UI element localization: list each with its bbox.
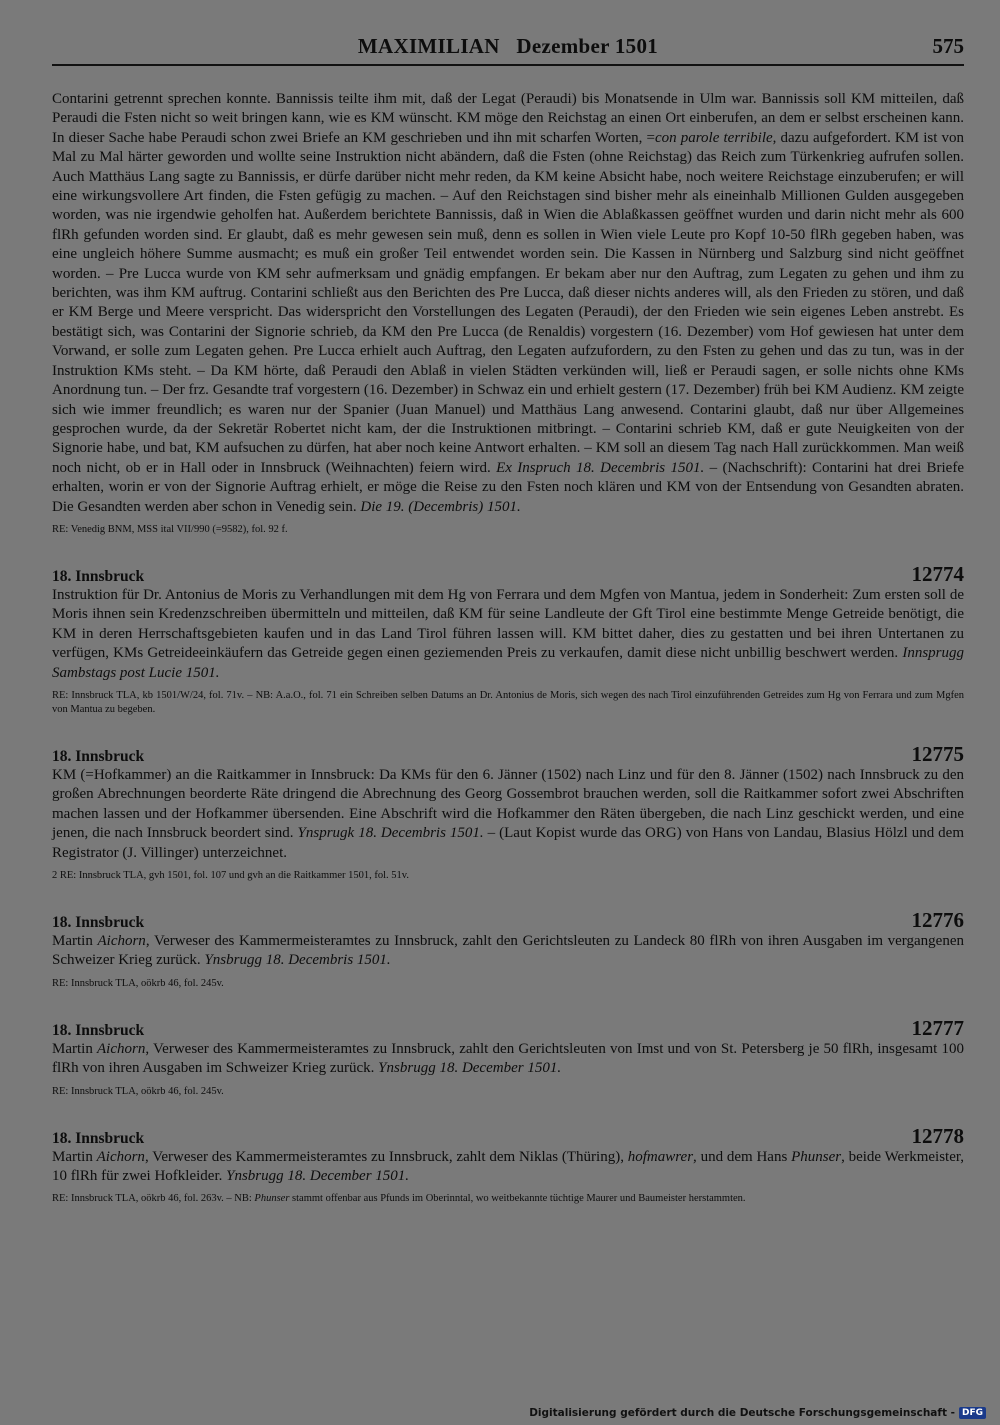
regest-entry: [52, 741, 965, 883]
entry-body-3: , beide Werkmeister, 10 flRh für zwei Hofkleider.: [52, 1148, 964, 1185]
ref-italic: Phunser: [254, 1193, 290, 1205]
intro-italic-1: con parole terribile: [655, 129, 773, 146]
entry-header: [52, 741, 964, 766]
entry-number: 12774: [911, 561, 964, 586]
entry-reference: RE: Innsbruck TLA, oökrb 46, fol. 245v.: [52, 1085, 224, 1097]
entry-number: 12775: [911, 741, 964, 766]
dfg-logo: DFG: [959, 1407, 986, 1419]
regest-entry: [52, 1015, 965, 1099]
entry-dating: Ynsbrugg 18. December 1501.: [226, 1168, 410, 1185]
intro-text-3: – (Nachschrift): Contarini hat drei Briefe erhalten, worin er von der Signorie Auftrag erhielt, er möge die Reise zu den Fsten noch klären und KM von der Entsendung von Gesandten abraten. Die Gesandten werden aber schon in Venedig sein.: [52, 459, 964, 515]
entry-number: 12778: [911, 1123, 964, 1148]
regest-entry: [52, 908, 964, 991]
intro-italic-3: Die 19. (Decembris) 1501.: [360, 498, 521, 515]
entry-prefix: Martin: [52, 1148, 97, 1165]
footer-text: Digitalisierung gefördert durch die Deutsche Forschungsgemeinschaft -: [529, 1407, 955, 1419]
entry-dating: Ynsbrugg 18. December 1501.: [378, 1060, 562, 1077]
entry-name: Aichorn: [97, 1040, 146, 1057]
entry-date: 18. Innsbruck: [52, 747, 145, 765]
entry-dating: Ynsprugk 18. Decembris 1501.: [297, 825, 484, 842]
page-content: [52, 90, 964, 1206]
intro-reference: RE: Venedig BNM, MSS ital VII/990 (=9582), fol. 92 f.: [52, 523, 288, 535]
intro-italic-2: Ex Inspruch 18. Decembris 1501.: [496, 459, 705, 476]
entry-reference: RE: Innsbruck TLA, oökrb 46, fol. 245v.: [52, 977, 224, 989]
entry-text: [52, 586, 964, 683]
entry-body: KM (=Hofkammer) an die Raitkammer in Innsbruck: Da KMs für den 6. Jänner (1502) nach Linz und für den 8. Jänner (1502) nach Innsbruck zu den großen Abrechnungen beorderte Räte dringend die Abrechnung des Georg Gossembrot brauchen werden, soll die Raitkammer sofort zwei Abschriften machen lassen und der Hofkammer übersenden. Eine Abschrift wird die Hofkammer den Räten übergeben, die nach Linz geschickt werden, und eine jenen, die nach Innsbruck beordert sind.: [52, 766, 964, 842]
entry-header: [52, 908, 964, 932]
entry-prefix: Martin: [52, 1040, 98, 1057]
entry-date: 18. Innsbruck: [52, 567, 145, 585]
ref-text-2: stammt offenbar aus Pfunds im Oberinntal, wo weitbekannte tüchtige Maurer und Baumeister herstammten.: [289, 1193, 746, 1205]
entry-name-2: Phunser: [791, 1148, 842, 1165]
entry-date: 18. Innsbruck: [52, 1021, 145, 1039]
entry-body-2: , und dem Hans: [693, 1148, 792, 1165]
entry-reference: RE: Innsbruck TLA, kb 1501/W/24, fol. 71v. – NB: A.a.O., fol. 71 ein Schreiben selben Datums an Dr. Antonius de Moris, sich wegen des nach Tirol einzuführenden Getreides zum Hg von Ferrara und zum Mgfen von Mantua zu begeben.: [52, 689, 964, 715]
entry-postscript: – (Laut Kopist wurde das ORG) von Hans von Landau, Blasius Hölzl und dem Registrator (J. Villinger) unterzeichnet.: [52, 825, 965, 861]
entry-text: [52, 932, 964, 971]
entry-name: Aichorn: [96, 1148, 145, 1165]
page-header: [52, 34, 964, 66]
entry-body: , Verweser des Kammermeisteramtes zu Innsbruck, zahlt den Gerichtsleuten von Imst und von St. Petersberg je 50 flRh, insgesamt 100 flRh von ihren Ausgaben im Schweizer Krieg zurück.: [52, 1040, 965, 1077]
running-title: MAXIMILIAN Dezember 1501: [357, 34, 659, 58]
entry-header: [52, 1015, 964, 1040]
entry-header: [52, 1123, 964, 1148]
entry-number: 12776: [911, 908, 964, 932]
entry-dating: Ynsbrugg 18. Decembris 1501.: [204, 952, 391, 969]
intro-text-2: , dazu aufgefordert. KM ist von Mal zu Mal härter geworden und wollte seine Instruktion nicht abändern, daß die Fsten (ohne Reichstag) das Reich zum Türkenkrieg aufrufen sollen. Auch Matthäus Lang sagte zu Bannissis, er dürfe darüber nicht mehr reden, da KM keine Absicht habe, noch weitere Reichstage einzuberufen; er will eine wirkungsvollere Art finden, die Fsten gefügig zu machen. – Auf den Reichstagen sind bisher mehr als eineinhalb Millionen Gulden ausgegeben worden, was nie irgendwie geholfen hat. Außerdem berichtete Bannissis, daß in Wien die Ablaßkassen geöffnet wurden und darin nicht mehr als 600 flRh gefunden worden sind. Er glaubt, daß es mehr gewesen sein muß, denn es sollen in Wien viele Leute pro Kopf 10-50 flRh gegeben haben, was eine ungleich höhere Summe ausmacht; es muß ein großer Teil entwendet worden sein. Die Kassen in Nürnberg und Salzburg sind nicht geöffnet worden. – Pre Lucca wurde von KM sehr aufmerksam und gnädig empfangen. Er bekam aber nur den Auftrag, zum Legaten zu gehen und ihm zu berichten, was ihm KM auftrug. Contarini schließt aus den Berichten des Pre Lucca, daß dieser nichts anderes will, als den Frieden zu stören, und daß er KM Berge und Meere verspricht. Das widerspricht den Vorstellungen des Legaten (Peraudi), der den Frieden wie sein eigenes Leben anstrebt. Es bestätigt sich, was Contarini der Signorie schrieb, da KM den Pre Lucca (de Renaldis) vorgestern (16. Dezember) vom Hof gewiesen hat unter dem Vorwand, er solle zum Legaten gehen. Pre Lucca erhielt auch Auftrag, den Legaten aufzufordern, zu den Fsten zu gehen und das zu tun, was in der Instruktion KMs steht. – Da KM hörte, daß Peraudi den Ablaß in vielen Städten verkünden will, ließ er Peraudi sagen, er solle nichts ohne KMs Anordnung tun. – Der frz. Gesandte traf vorgestern (16. Dezember) in Schwaz ein und erhielt gestern (17. Dezember) früh bei KM Audienz. KM zeigte sich wie immer freundlich; es waren nur der Spanier (Juan Manuel) und Matthäus Lang anwesend. Contarini glaubt, daß nur über Allgemeines gesprochen wurde, da der Sekretär Robertet nicht kam, der die Instruktionen mitbringt. – Contarini schrieb KM, daß er gute Neuigkeiten von der Signorie habe, und bat, KM aufsuchen zu dürfen, hat aber noch keine Antwort erhalten. – KM soll an diesem Tag nach Hall zurückkommen. Man weiß noch nicht, ob er in Hall oder in Innsbruck (Weihnachten) feiern wird.: [52, 129, 964, 476]
entry-prefix: Martin: [52, 933, 98, 949]
entry-body: , Verweser des Kammermeisteramtes zu Innsbruck, zahlt den Gerichtsleuten zu Landeck 80 flRh von ihren Ausgaben im vergangenen Schweizer Krieg zurück.: [52, 933, 964, 969]
entry-text: [52, 766, 964, 863]
entry-body: Instruktion für Dr. Antonius de Moris zu Verhandlungen mit dem Hg von Ferrara und dem Mgfen von Mantua, jedem in Sonderheit: Zum ersten soll de Moris ihnen sein Kredenzschreiben übermitteln und mitteilen, daß KM für seine Landleute der Gft Tirol eine bestimmte Menge Getreide benötigt, die KM in deren Herrschaftsgebieten kaufen und in das Land Tirol führen lassen will. KM bittet daher, dies zu gestatten und bei ihren Untertanen zu verfügen, KMs Getreideeinkäufern das Getreide gegen einen geziemenden Preis zu verkaufen, damit diese nicht unbillig beschwert werden.: [52, 586, 964, 662]
entry-text: [52, 1148, 964, 1187]
intro-text-1: Contarini getrennt sprechen konnte. Bannissis teilte ihm mit, daß der Legat (Peraudi) bis Monatsende in Ulm war. Bannissis soll KM mitteilen, daß Peraudi die Fsten nicht so weit bringen kann, wie es KM wünscht. KM möge den Reichstag an einen Ort einberufen, an dem er selbst erscheinen kann. In dieser Sache habe Peraudi schon zwei Briefe an KM geschrieben und ihn mit scharfen Worten, =: [52, 91, 964, 146]
regest-entry: [52, 1123, 964, 1207]
entry-date: 18. Innsbruck: [52, 1129, 145, 1147]
entry-text: [52, 1040, 964, 1079]
entry-header: [52, 561, 964, 586]
regest-entry: [52, 561, 964, 717]
entry-term: hofmawrer: [627, 1148, 694, 1165]
entry-reference: 2 RE: Innsbruck TLA, gvh 1501, fol. 107 und gvh an die Raitkammer 1501, fol. 51v.: [52, 870, 409, 881]
intro-paragraph: [52, 90, 964, 517]
digitization-footer: [529, 1407, 986, 1419]
entry-body: , Verweser des Kammermeisteramtes zu Innsbruck, zahlt dem Niklas (Thüring),: [144, 1148, 628, 1165]
entry-number: 12777: [911, 1015, 964, 1040]
entry-dating: Innsprugg Sambstags post Lucie 1501.: [52, 645, 964, 681]
entry-name: Aichorn: [97, 933, 146, 949]
entry-reference: [52, 1192, 964, 1206]
page-number: 575: [932, 34, 964, 58]
ref-text-1: RE: Innsbruck TLA, oökrb 46, fol. 263v. – NB:: [52, 1193, 255, 1205]
entry-date: 18. Innsbruck: [52, 914, 145, 931]
